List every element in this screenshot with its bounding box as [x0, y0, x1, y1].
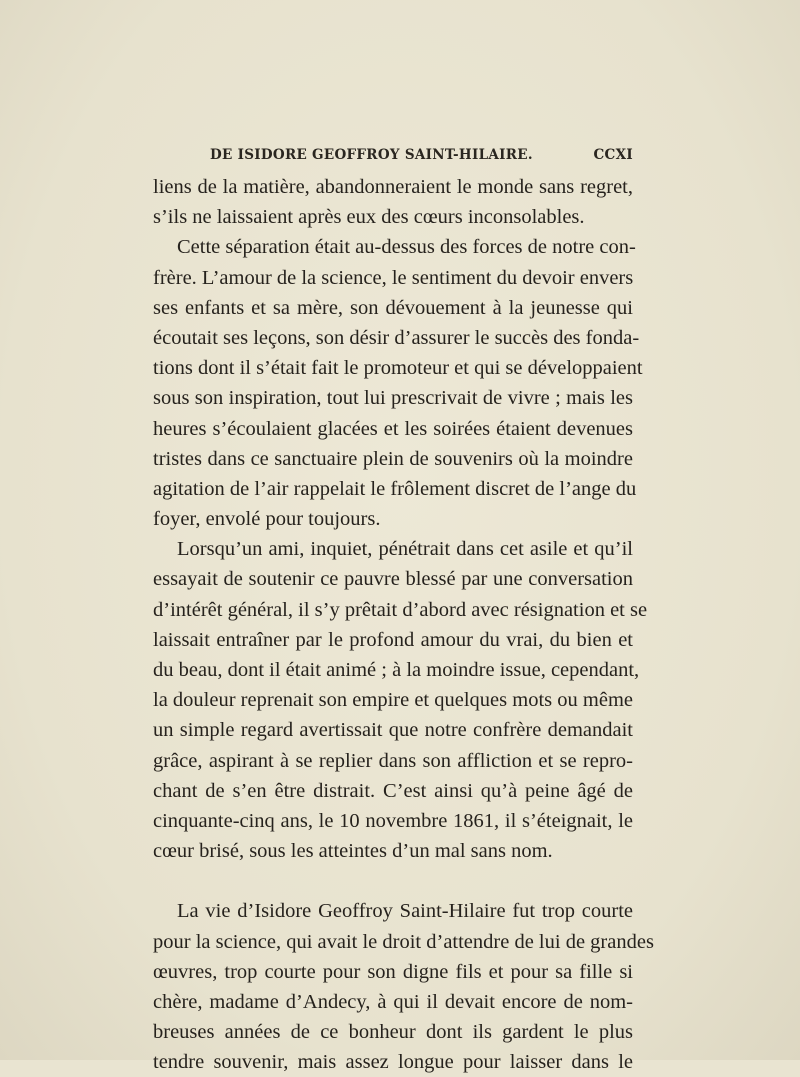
paragraph-2	[153, 232, 643, 534]
section-gap	[153, 866, 633, 896]
text-line: foyer, envolé pour toujours.	[153, 508, 381, 531]
text-line: la douleur reprenait son empire et quelques mots ou même	[153, 689, 633, 712]
text-line: ses enfants et sa mère, son dévouement à la jeunesse qui	[153, 296, 633, 319]
text-line: breuses années de ce bonheur dont ils gardent le plus	[153, 1021, 633, 1044]
text-line: du beau, dont il était animé ; à la moindre issue, cependant,	[153, 659, 640, 681]
text-line: cœur brisé, sous les atteintes d’un mal sans nom.	[153, 840, 553, 863]
text-line: La vie d’Isidore Geoffroy Saint-Hilaire fut trop courte	[177, 900, 633, 923]
text-line: écoutait ses leçons, son désir d’assurer le succès des fonda-	[153, 326, 640, 349]
text-line: frère. L’amour de la science, le sentiment du devoir envers	[153, 266, 634, 289]
text-line: pour la science, qui avait le droit d’attendre de lui de grandes	[153, 930, 654, 953]
paragraph-3	[153, 534, 648, 866]
text-line: tions dont il s’était fait le promoteur et qui se développaient	[153, 357, 643, 380]
running-head-title: DE ISIDORE GEOFFROY SAINT-HILAIRE.	[210, 147, 533, 163]
text-line: grâce, aspirant à se replier dans son affliction et se repro-	[153, 749, 633, 772]
text-line: heures s’écoulaient glacées et les soirées étaient devenues	[153, 417, 633, 440]
text-line: chère, madame d’Andecy, à qui il devait encore de nom-	[153, 990, 633, 1013]
text-line: essayait de soutenir ce pauvre blessé par une conversation	[153, 568, 633, 591]
text-line: Cette séparation était au-dessus des forces de notre con-	[177, 236, 636, 259]
body-text	[153, 172, 654, 1077]
text-line: d’intérêt général, il s’y prêtait d’abord avec résignation et se	[153, 598, 648, 621]
text-line: chant de s’en être distrait. C’est ainsi qu’à peine âgé de	[153, 779, 633, 802]
text-line: cinquante-cinq ans, le 10 novembre 1861, il s’éteignait, le	[153, 809, 633, 832]
text-line: œuvres, trop courte pour son digne fils et pour sa fille si	[153, 960, 633, 983]
text-line: un simple regard avertissait que notre confrère demandait	[153, 719, 633, 742]
text-line: agitation de l’air rappelait le frôlement discret de l’ange du	[153, 477, 637, 500]
text-line: tendre souvenir, mais assez longue pour laisser dans le	[153, 1051, 633, 1074]
page-number: CCXI	[593, 147, 633, 163]
paragraph-1	[153, 172, 633, 232]
text-line: s’ils ne laissaient après eux des cœurs inconsolables.	[153, 206, 585, 229]
text-line: Lorsqu’un ami, inquiet, pénétrait dans cet asile et qu’il	[177, 538, 633, 561]
text-line: sous son inspiration, tout lui prescrivait de vivre ; mais les	[153, 387, 633, 410]
running-head	[210, 147, 633, 167]
text-line: tristes dans ce sanctuaire plein de souvenirs où la moindre	[153, 447, 633, 470]
text-line: liens de la matière, abandonneraient le monde sans regret,	[153, 176, 633, 198]
text-line: laissait entraîner par le profond amour du vrai, du bien et	[153, 628, 633, 651]
paragraph-4	[153, 896, 654, 1077]
